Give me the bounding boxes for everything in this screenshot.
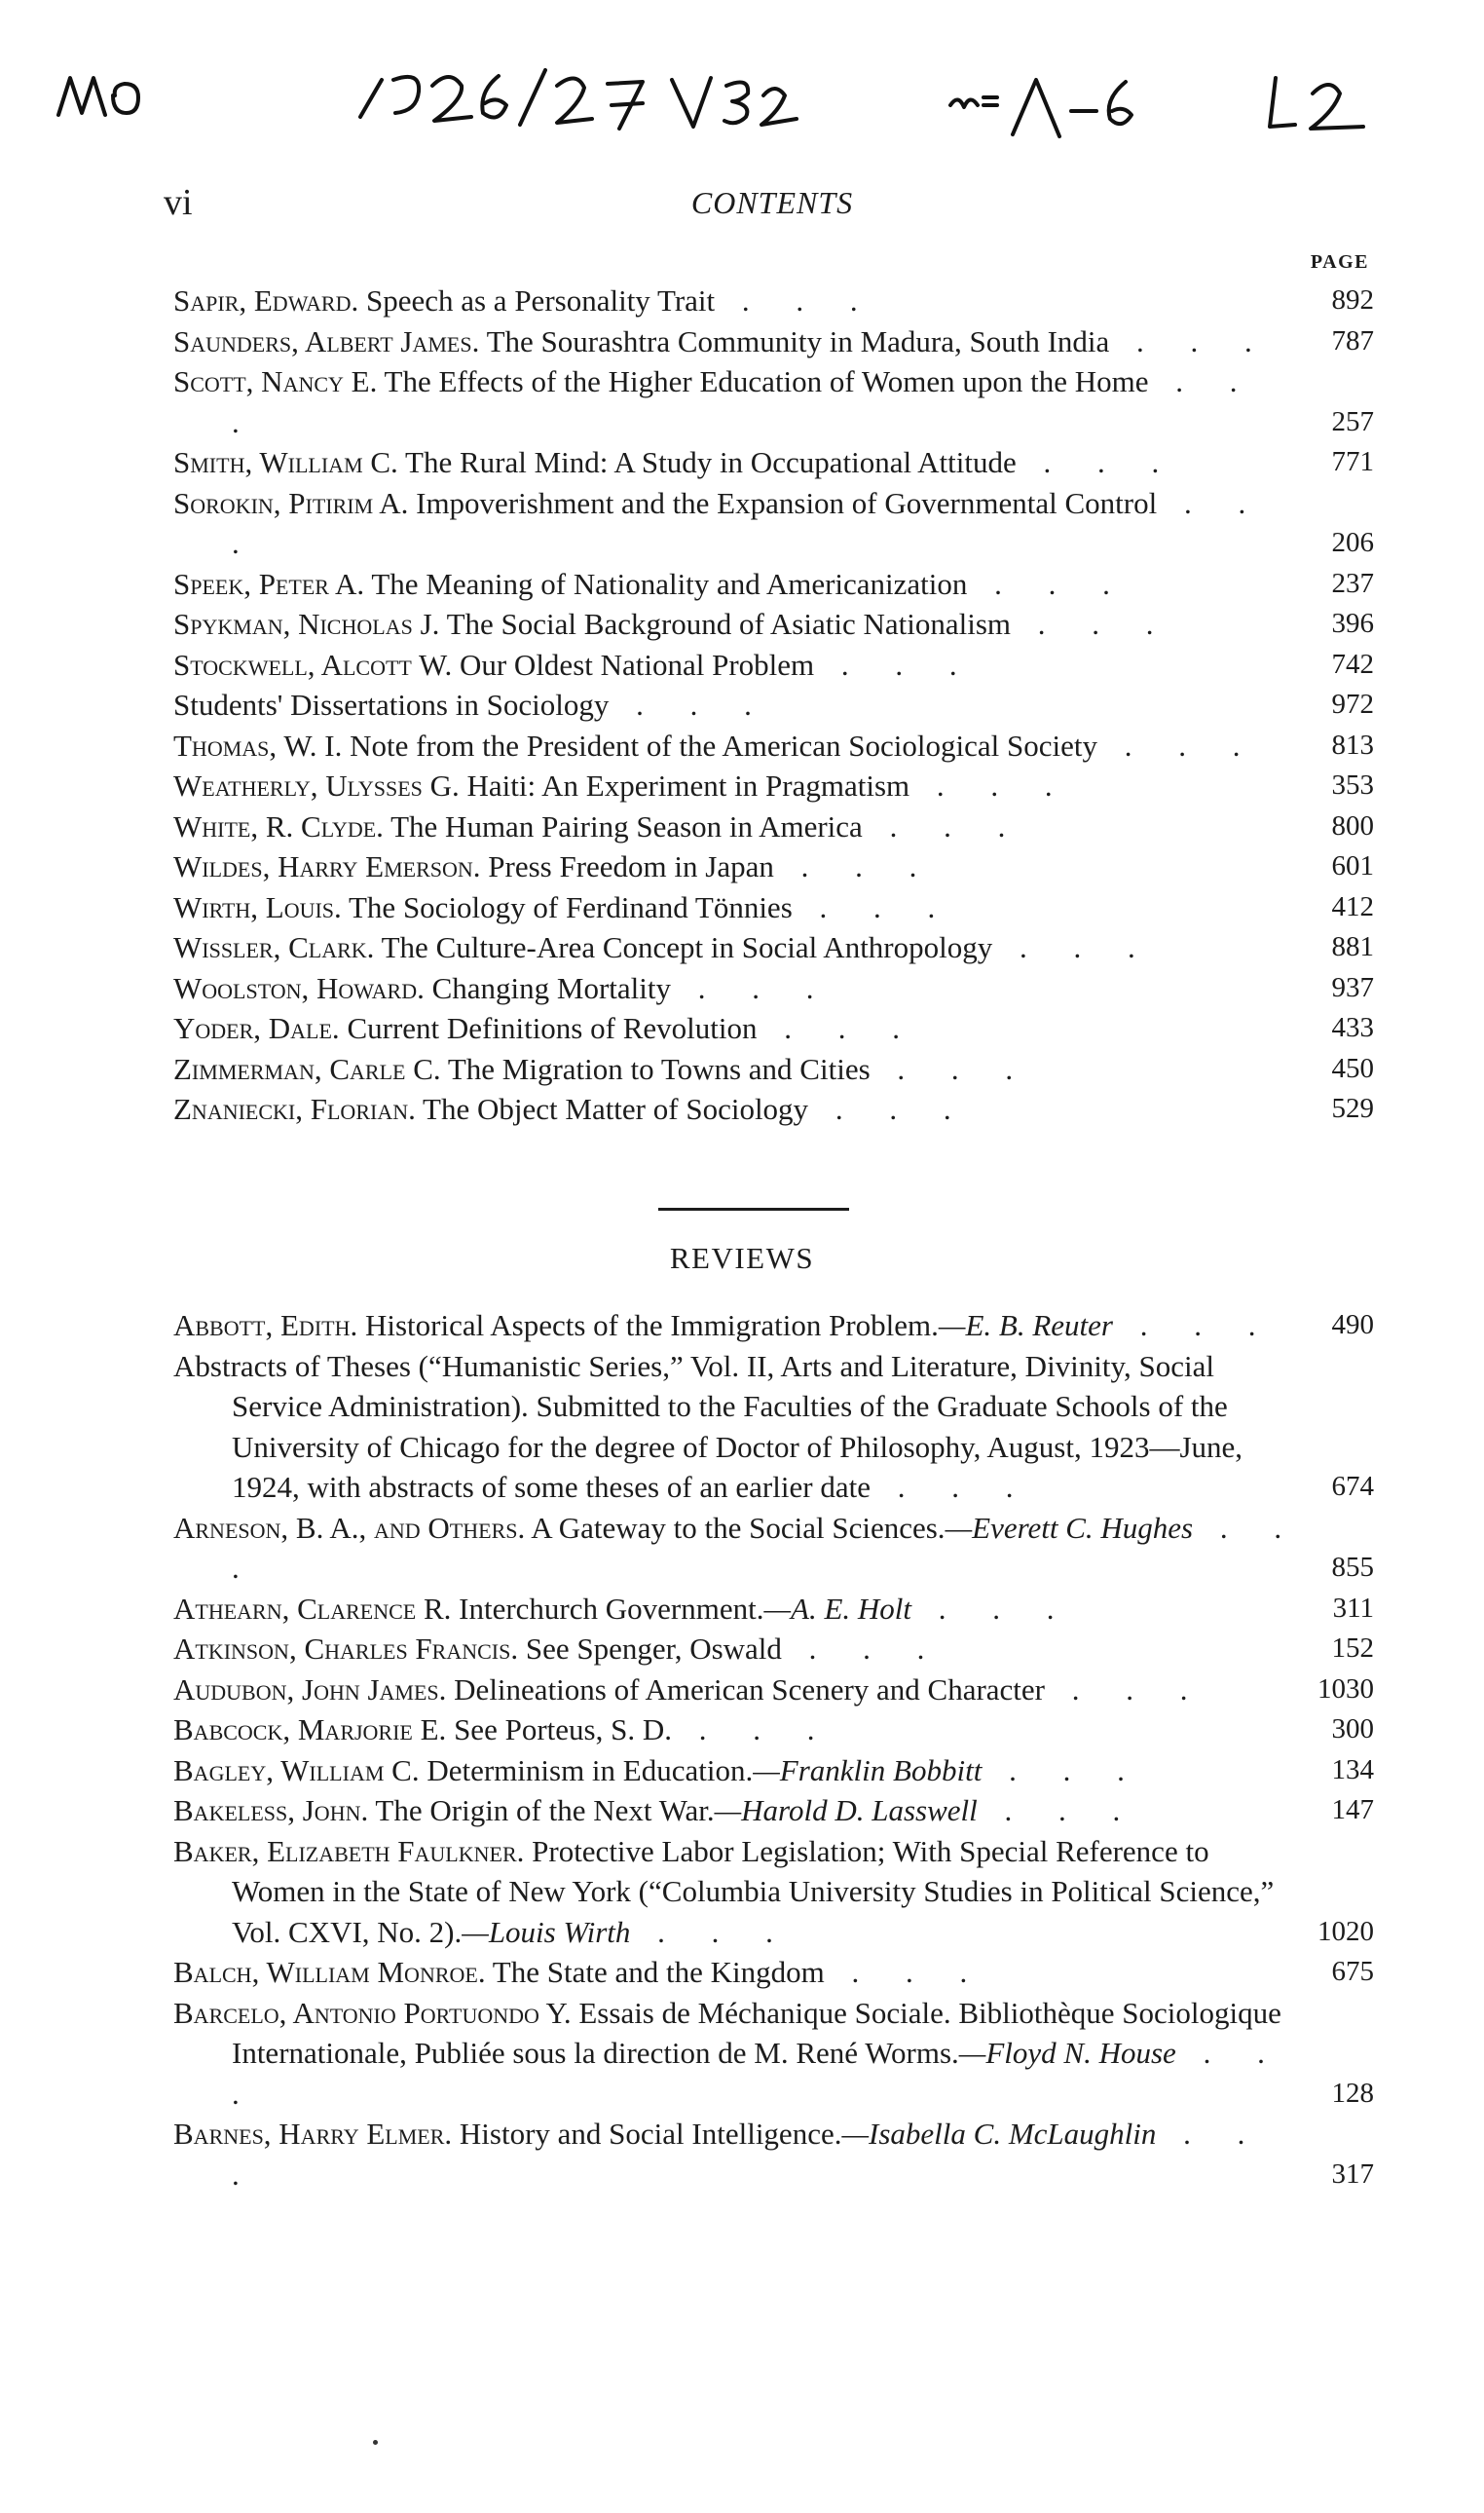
- dot-leader: . . .: [232, 2117, 1265, 2192]
- entry-page-number: 206: [1331, 527, 1374, 558]
- page-header: [164, 181, 1381, 230]
- handwritten-annotation: [0, 56, 1484, 164]
- entry-title: Impoverishment and the Expansion of Governmental Control: [416, 485, 1158, 520]
- dot-leader: . . .: [792, 889, 955, 924]
- entry-title: Current Definitions of Revolution: [347, 1011, 758, 1045]
- review-entry: [173, 1709, 1374, 1750]
- entry-title: Our Oldest National Problem: [459, 647, 815, 682]
- entry-author: Wissler, Clark.: [173, 930, 375, 964]
- entry-author: Stockwell, Alcott W.: [173, 647, 453, 682]
- entry-page-number: 1020: [1317, 1915, 1374, 1947]
- entry-page-number: 855: [1331, 1552, 1374, 1583]
- entry-page-number: 128: [1331, 2077, 1374, 2109]
- entry-page-number: 742: [1331, 648, 1374, 680]
- entry-title: Essais de Méchanique Sociale. Bibliothèque Sociologique Internationale, Publiée sous la direction de M. René Worms.: [232, 1995, 1281, 2070]
- entry-page-number: 771: [1331, 446, 1374, 477]
- entry-reviewer: —Everett C. Hughes: [945, 1510, 1194, 1545]
- entry-page-number: 892: [1331, 284, 1374, 316]
- entry-author: Znaniecki, Florian.: [173, 1092, 416, 1126]
- entry-author: Baker, Elizabeth Faulkner.: [173, 1833, 525, 1868]
- entry-title: Students' Dissertations in Sociology: [173, 688, 610, 722]
- entry-reviewer: —Isabella C. McLaughlin: [841, 2117, 1157, 2151]
- entry-page-number: 311: [1332, 1592, 1374, 1624]
- entry-title: The Social Background of Asiatic Nationalism: [446, 607, 1011, 641]
- entry-page-number: 412: [1331, 890, 1374, 922]
- entry-reviewer: —Floyd N. House: [958, 2036, 1176, 2070]
- article-entry: [173, 604, 1374, 645]
- entry-reviewer: —E. B. Reuter: [938, 1308, 1113, 1342]
- entry-author: Saunders, Albert James.: [173, 323, 480, 358]
- entry-author: Audubon, John James.: [173, 1671, 447, 1707]
- entry-author: Barnes, Harry Elmer.: [173, 2117, 453, 2151]
- entry-page-number: 675: [1331, 1956, 1374, 1987]
- dot-leader: . . .: [781, 1632, 945, 1666]
- entry-title: See Porteus, S. D.: [454, 1712, 672, 1746]
- entry-title: The State and the Kingdom: [492, 1955, 825, 1989]
- reviews-heading: REVIEWS: [669, 1241, 815, 1275]
- entry-page-number: 396: [1331, 608, 1374, 639]
- dot-leader: . . .: [808, 1092, 971, 1126]
- article-entry: [173, 887, 1374, 928]
- entry-page-number: 881: [1331, 931, 1374, 962]
- review-entry: [173, 1589, 1374, 1630]
- dot-leader: . . .: [757, 1011, 919, 1045]
- review-entry: [173, 1993, 1374, 2115]
- section-divider: [658, 1208, 849, 1211]
- article-entry: [173, 564, 1374, 605]
- running-title: CONTENTS: [690, 185, 854, 220]
- dot-leader: . . .: [992, 930, 1155, 964]
- entry-page-number: 257: [1331, 405, 1374, 437]
- entry-page-number: 529: [1331, 1093, 1374, 1124]
- entry-title: Press Freedom in Japan: [488, 849, 774, 883]
- entry-author: Sorokin, Pitirim A.: [173, 485, 409, 520]
- dot-leader: . . .: [609, 688, 771, 722]
- entry-author: Woolston, Howard.: [173, 970, 425, 1005]
- entry-page-number: 433: [1331, 1012, 1374, 1043]
- entry-author: Bagley, William C.: [173, 1752, 420, 1787]
- article-entry: [173, 927, 1374, 968]
- dot-leader: . . .: [967, 566, 1130, 601]
- dot-leader: . . .: [715, 283, 877, 318]
- dot-leader: . . .: [1109, 323, 1272, 358]
- entry-author: Wirth, Louis.: [173, 889, 342, 924]
- entry-page-number: 317: [1331, 2157, 1374, 2190]
- article-entry: [173, 968, 1374, 1009]
- entry-reviewer: —Franklin Bobbitt: [753, 1752, 983, 1787]
- entry-title: Changing Mortality: [431, 970, 671, 1005]
- entry-title: Interchurch Government.: [459, 1591, 764, 1626]
- review-entry: [173, 1346, 1374, 1508]
- entry-title: See Spenger, Oswald: [525, 1632, 782, 1666]
- review-entry: [173, 1831, 1374, 1953]
- entry-title: Note from the President of the American Sociological Society: [350, 728, 1097, 763]
- entry-title: History and Social Intelligence.: [459, 2117, 842, 2151]
- entry-title: Determinism in Education.: [427, 1752, 754, 1787]
- entry-title: The Culture-Area Concept in Social Anthropology: [381, 930, 993, 964]
- dot-leader: . . .: [870, 1470, 1033, 1504]
- entry-title: The Human Pairing Season in America: [390, 808, 863, 844]
- dot-leader: . . .: [773, 849, 937, 883]
- entry-page-number: 787: [1331, 324, 1374, 356]
- entry-author: White, R. Clyde.: [173, 808, 384, 844]
- dot-leader: . . .: [670, 970, 834, 1005]
- dot-leader: . . .: [982, 1752, 1144, 1787]
- article-entry: [173, 726, 1374, 767]
- entry-page-number: 353: [1331, 769, 1374, 801]
- article-entry: [173, 281, 1374, 321]
- entry-page-number: 147: [1331, 1794, 1374, 1825]
- article-entry: [173, 806, 1374, 847]
- entry-page-number: 300: [1331, 1713, 1374, 1744]
- entry-title: The Migration to Towns and Cities: [447, 1051, 871, 1086]
- article-entry: [173, 685, 1374, 726]
- entry-title: The Effects of the Higher Education of Women upon the Home: [384, 364, 1149, 398]
- entry-page-number: 800: [1331, 809, 1374, 842]
- entry-title: The Sourashtra Community in Madura, South India: [486, 323, 1110, 358]
- review-entry: [173, 1305, 1374, 1346]
- entry-author: Wildes, Harry Emerson.: [173, 849, 481, 883]
- dot-leader: . . .: [824, 1955, 987, 1989]
- entry-reviewer: —A. E. Holt: [763, 1591, 912, 1626]
- article-entry: [173, 846, 1374, 887]
- article-entry: [173, 645, 1374, 686]
- entry-author: Scott, Nancy E.: [173, 364, 378, 398]
- entry-page-number: 237: [1331, 567, 1374, 599]
- article-entry: [173, 321, 1374, 362]
- entry-title: Haiti: An Experiment in Pragmatism: [466, 769, 910, 803]
- review-entry: [173, 1508, 1374, 1589]
- review-entry: [173, 1790, 1374, 1831]
- review-entry: [173, 2114, 1374, 2194]
- entry-author: Barcelo, Antonio Portuondo Y.: [173, 1995, 572, 2030]
- dot-leader: . . .: [1016, 445, 1179, 479]
- review-entry: [173, 1952, 1374, 1993]
- review-entry: [173, 1669, 1374, 1710]
- reviews-list: [173, 1305, 1374, 2194]
- entry-page-number: 972: [1331, 689, 1374, 720]
- article-entry: [173, 766, 1374, 806]
- dot-leader: . . .: [232, 364, 1257, 439]
- entry-title: Abstracts of Theses (“Humanistic Series,” Vol. II, Arts and Literature, Divinity, Social Service Administration). Submitted to the Faculties of the Graduate Schools of the University of Chicago for the degree of Doctor of Philosophy, August, 1923—June, 1924, with abstracts of some theses of an earlier date: [173, 1348, 1243, 1504]
- entry-author: Athearn, Clarence R.: [173, 1591, 452, 1626]
- review-entry: [173, 1629, 1374, 1669]
- entry-reviewer: —Louis Wirth: [462, 1914, 631, 1949]
- entry-title: Protective Labor Legislation; With Special Reference to Women in the State of New York (“Columbia University Studies in Political Science,” Vol. CXVI, No. 2).: [232, 1833, 1275, 1949]
- entry-title: The Sociology of Ferdinand Tönnies: [349, 889, 793, 924]
- dot-leader: . . .: [232, 1510, 1302, 1585]
- dot-leader: . . .: [911, 1591, 1074, 1626]
- article-entry: [173, 442, 1374, 483]
- paper-speck: [373, 2440, 378, 2445]
- article-entry: [173, 1049, 1374, 1090]
- articles-list: [173, 281, 1374, 1130]
- dot-leader: . . .: [630, 1914, 793, 1949]
- entry-author: Sapir, Edward.: [173, 283, 359, 318]
- dot-leader: . . .: [1045, 1671, 1207, 1707]
- review-entry: [173, 1750, 1374, 1791]
- entry-title: The Object Matter of Sociology: [423, 1092, 809, 1126]
- entry-author: Weatherly, Ulysses G.: [173, 769, 460, 803]
- entry-author: Yoder, Dale.: [173, 1011, 340, 1045]
- entry-title: The Rural Mind: A Study in Occupational Attitude: [405, 445, 1017, 479]
- entry-author: Arneson, B. A., and Others.: [173, 1510, 526, 1545]
- entry-title: Delineations of American Scenery and Character: [454, 1671, 1046, 1707]
- dot-leader: . . .: [232, 2036, 1284, 2111]
- entry-author: Babcock, Marjorie E.: [173, 1712, 447, 1746]
- entry-page-number: 674: [1331, 1471, 1374, 1502]
- dot-leader: . . .: [232, 485, 1266, 560]
- entry-title: Speech as a Personality Trait: [365, 283, 716, 318]
- folio-number: vi: [164, 182, 193, 223]
- entry-author: Balch, William Monroe.: [173, 1955, 486, 1989]
- entry-author: Zimmerman, Carle C.: [173, 1051, 441, 1086]
- entry-author: Atkinson, Charles Francis.: [173, 1632, 519, 1666]
- entry-title: The Meaning of Nationality and Americanization: [371, 566, 968, 601]
- page-column-label: PAGE: [1310, 251, 1369, 273]
- entry-page-number: 490: [1331, 1309, 1374, 1340]
- handwriting-drawing: [0, 56, 1484, 164]
- dot-leader: . . .: [977, 1793, 1140, 1827]
- dot-leader: . . .: [814, 647, 977, 682]
- dot-leader: . . .: [862, 808, 1025, 844]
- dot-leader: . . .: [671, 1712, 835, 1746]
- entry-author: Smith, William C.: [173, 445, 398, 479]
- dot-leader: . . .: [1097, 728, 1260, 763]
- dot-leader: . . .: [870, 1051, 1033, 1086]
- entry-page-number: 937: [1331, 971, 1374, 1003]
- entry-page-number: 601: [1331, 850, 1374, 881]
- entry-title: A Gateway to the Social Sciences.: [531, 1510, 946, 1545]
- entry-page-number: 813: [1331, 729, 1374, 761]
- article-entry: [173, 1089, 1374, 1130]
- entry-page-number: 134: [1331, 1753, 1374, 1785]
- entry-title: Historical Aspects of the Immigration Problem.: [364, 1308, 939, 1342]
- dot-leader: . . .: [1112, 1308, 1276, 1342]
- entry-author: Abbott, Edith.: [173, 1308, 358, 1342]
- entry-author: Speek, Peter A.: [173, 566, 365, 601]
- dot-leader: . . .: [1011, 607, 1173, 641]
- article-entry: [173, 483, 1374, 564]
- dot-leader: . . .: [909, 769, 1072, 803]
- entry-author: Spykman, Nicholas J.: [173, 607, 440, 641]
- entry-author: Bakeless, John.: [173, 1793, 369, 1827]
- entry-reviewer: —Harold D. Lasswell: [714, 1793, 978, 1827]
- entry-page-number: 1030: [1317, 1672, 1374, 1705]
- article-entry: [173, 361, 1374, 442]
- entry-title: The Origin of the Next War.: [375, 1793, 715, 1827]
- entry-author: Thomas, W. I.: [173, 728, 343, 763]
- article-entry: [173, 1008, 1374, 1049]
- entry-page-number: 450: [1331, 1052, 1374, 1084]
- entry-page-number: 152: [1331, 1632, 1374, 1664]
